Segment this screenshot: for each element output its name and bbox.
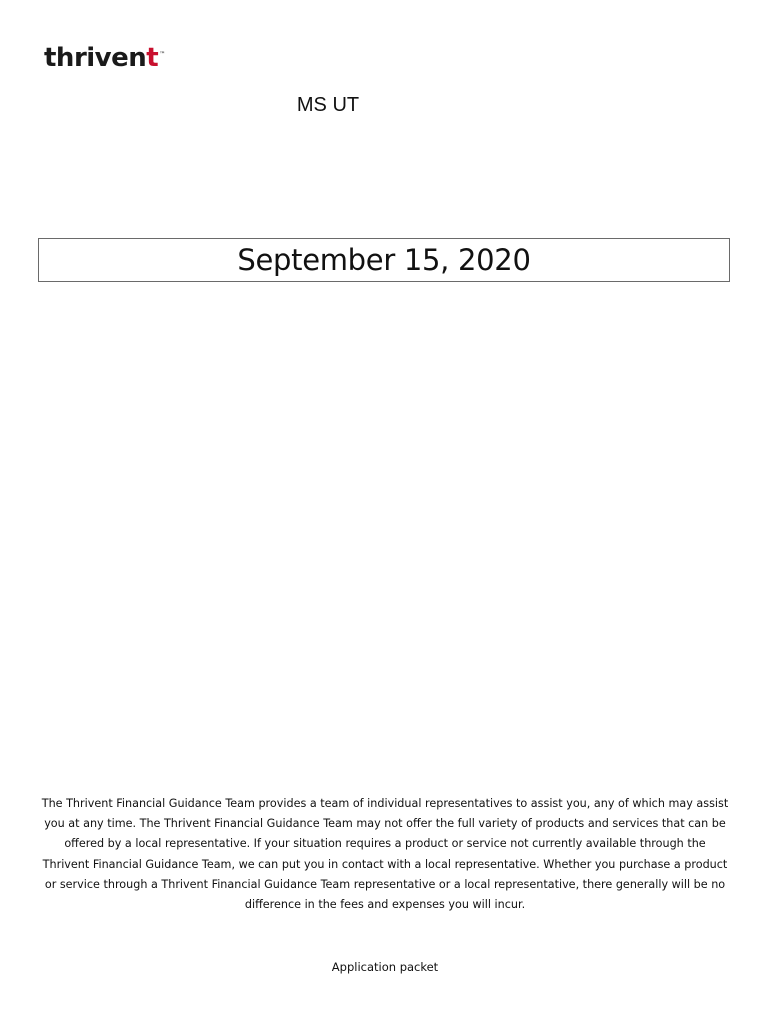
thrivent-logo	[44, 40, 165, 76]
disclaimer-text: The Thrivent Financial Guidance Team provides a team of individual representatives to assist you, any of which may assist you at any time. The Thrivent Financial Guidance Team may not offer the full variety of products and services that can be offered by a local representative. If your situation requires a product or service not currently available through the Thrivent Financial Guidance Team, we can put you in contact with a local representative. Whether you purchase a product or service through a Thrivent Financial Guidance Team representative or a local representative, there generally will be no difference in the fees and expenses you will incur.	[41, 797, 729, 912]
footer-label: Application packet	[331, 960, 439, 974]
logo-accent-letter: t	[146, 43, 159, 73]
date-box	[38, 238, 730, 282]
document-date: September 15, 2020	[237, 243, 531, 277]
logo-trademark: ™	[159, 51, 166, 58]
logo-text: thrivent	[44, 43, 159, 73]
logo-wordmark	[44, 40, 158, 76]
document-code: MS UT	[296, 94, 360, 116]
